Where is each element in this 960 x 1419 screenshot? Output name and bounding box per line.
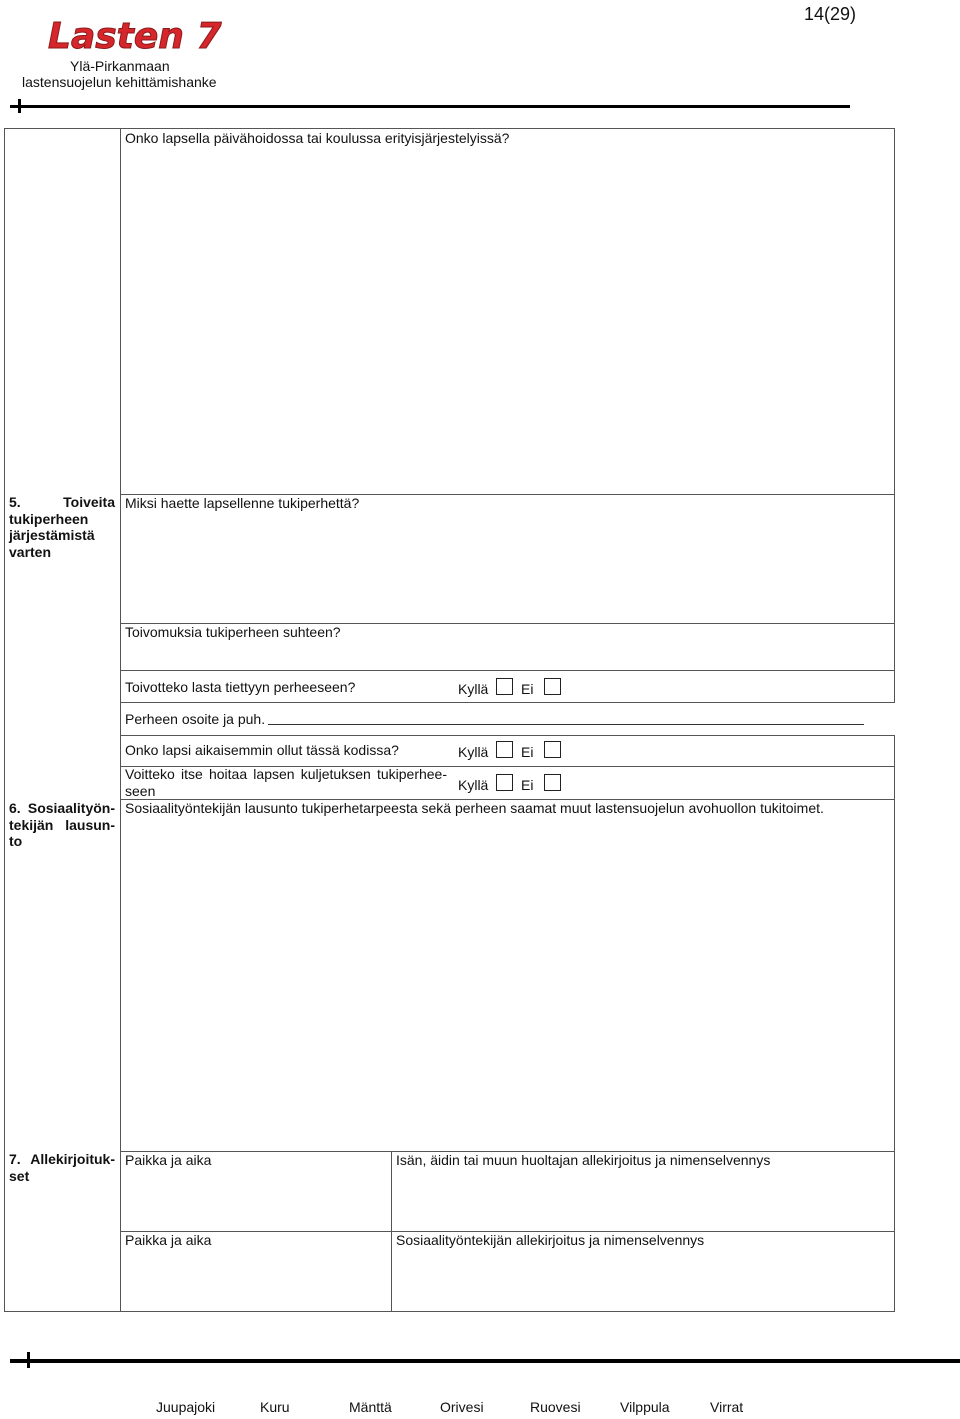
footer-town: Ruovesi bbox=[530, 1399, 581, 1415]
footer-rule-tick bbox=[27, 1352, 30, 1368]
previous-stay-yes-label: Kyllä bbox=[458, 744, 489, 760]
footer-town: Juupajoki bbox=[156, 1399, 216, 1415]
footer-town: Mänttä bbox=[349, 1399, 392, 1415]
footer-town: Vilppula bbox=[620, 1399, 670, 1415]
statement-prompt: Sosiaalityöntekijän lausunto tukiperhetarpeesta sekä perheen saamat muut lastensuojelun avohuollon tukitoimet. bbox=[125, 800, 824, 816]
section7-title-line2: set bbox=[9, 1167, 30, 1184]
logo bbox=[46, 4, 222, 58]
section5-label bbox=[9, 494, 115, 560]
previous-stay-question: Onko lapsi aikaisemmin ollut tässä kodissa? bbox=[125, 742, 399, 758]
org-name-line1: Ylä-Pirkanmaan bbox=[70, 58, 170, 74]
section6-title-line2b: lausun- bbox=[65, 816, 115, 833]
section6-title-word: Sosiaalityön- bbox=[27, 800, 115, 816]
transport-no-label: Ei bbox=[521, 777, 534, 793]
specific-family-no-checkbox[interactable] bbox=[544, 678, 561, 695]
logo-graphic bbox=[46, 4, 222, 58]
section5-title-line2: tukiperheen bbox=[9, 510, 89, 527]
footer-town: Orivesi bbox=[440, 1399, 484, 1415]
place-time-label-1: Paikka ja aika bbox=[125, 1152, 212, 1168]
previous-stay-yes-checkbox[interactable] bbox=[496, 741, 513, 758]
wishes-question: Toivomuksia tukiperheen suhteen? bbox=[125, 624, 341, 640]
specific-family-question: Toivotteko lasta tiettyyn perheeseen? bbox=[125, 679, 356, 695]
section7-number: 7. bbox=[9, 1151, 21, 1167]
specific-family-no-label: Ei bbox=[521, 681, 534, 697]
page-number: 14(29) bbox=[804, 4, 857, 24]
section6-label bbox=[9, 800, 115, 850]
logo-wordmark: Lasten 7 bbox=[48, 16, 222, 57]
header-rule-tick bbox=[18, 99, 21, 113]
section5-title-line4: varten bbox=[9, 543, 52, 560]
section5-title-word: Toiveita bbox=[63, 494, 115, 510]
transport-yes-label: Kyllä bbox=[458, 777, 489, 793]
org-name-line2: lastensuojelun kehittämishanke bbox=[22, 74, 217, 90]
previous-stay-no-checkbox[interactable] bbox=[544, 741, 561, 758]
family-address-line[interactable] bbox=[268, 724, 864, 725]
previous-stay-no-label: Ei bbox=[521, 744, 534, 760]
special-arrangements-question: Onko lapsella päivähoidossa tai koulussa erityisjärjestelyissä? bbox=[125, 130, 510, 146]
transport-question-line2: seen bbox=[125, 783, 156, 799]
section6-number: 6. bbox=[9, 800, 21, 816]
section7-title-word: Allekirjoituk- bbox=[30, 1151, 115, 1167]
section6-title-line2a: tekijän bbox=[9, 816, 54, 833]
label-column bbox=[4, 128, 121, 1312]
statement-box[interactable] bbox=[120, 799, 895, 1152]
section6-title-line3: to bbox=[9, 833, 23, 849]
transport-yes-checkbox[interactable] bbox=[496, 774, 513, 791]
specific-family-yes-label: Kyllä bbox=[458, 681, 489, 697]
specific-family-yes-checkbox[interactable] bbox=[496, 678, 513, 695]
place-time-label-2: Paikka ja aika bbox=[125, 1232, 212, 1248]
social-worker-signature-label: Sosiaalityöntekijän allekirjoitus ja nimenselvennys bbox=[396, 1232, 705, 1248]
section5-title-line3: järjestämistä bbox=[9, 527, 95, 543]
family-address-label: Perheen osoite ja puh. bbox=[125, 711, 266, 727]
section7-label bbox=[9, 1151, 115, 1184]
section5-number: 5. bbox=[9, 494, 21, 510]
parent-signature-label: Isän, äidin tai muun huoltajan allekirjoitus ja nimenselvennys bbox=[396, 1152, 771, 1168]
footer-town: Kuru bbox=[260, 1399, 290, 1415]
why-box[interactable] bbox=[120, 494, 895, 624]
transport-no-checkbox[interactable] bbox=[544, 774, 561, 791]
special-arrangements-box[interactable] bbox=[120, 128, 895, 495]
footer-town: Virrat bbox=[710, 1399, 744, 1415]
header-rule bbox=[10, 105, 850, 108]
footer-rule bbox=[10, 1359, 960, 1363]
why-question: Miksi haette lapsellenne tukiperhettä? bbox=[125, 495, 360, 511]
transport-question-line1: Voitteko itse hoitaa lapsen kuljetuksen tukiperhee- bbox=[125, 766, 447, 782]
